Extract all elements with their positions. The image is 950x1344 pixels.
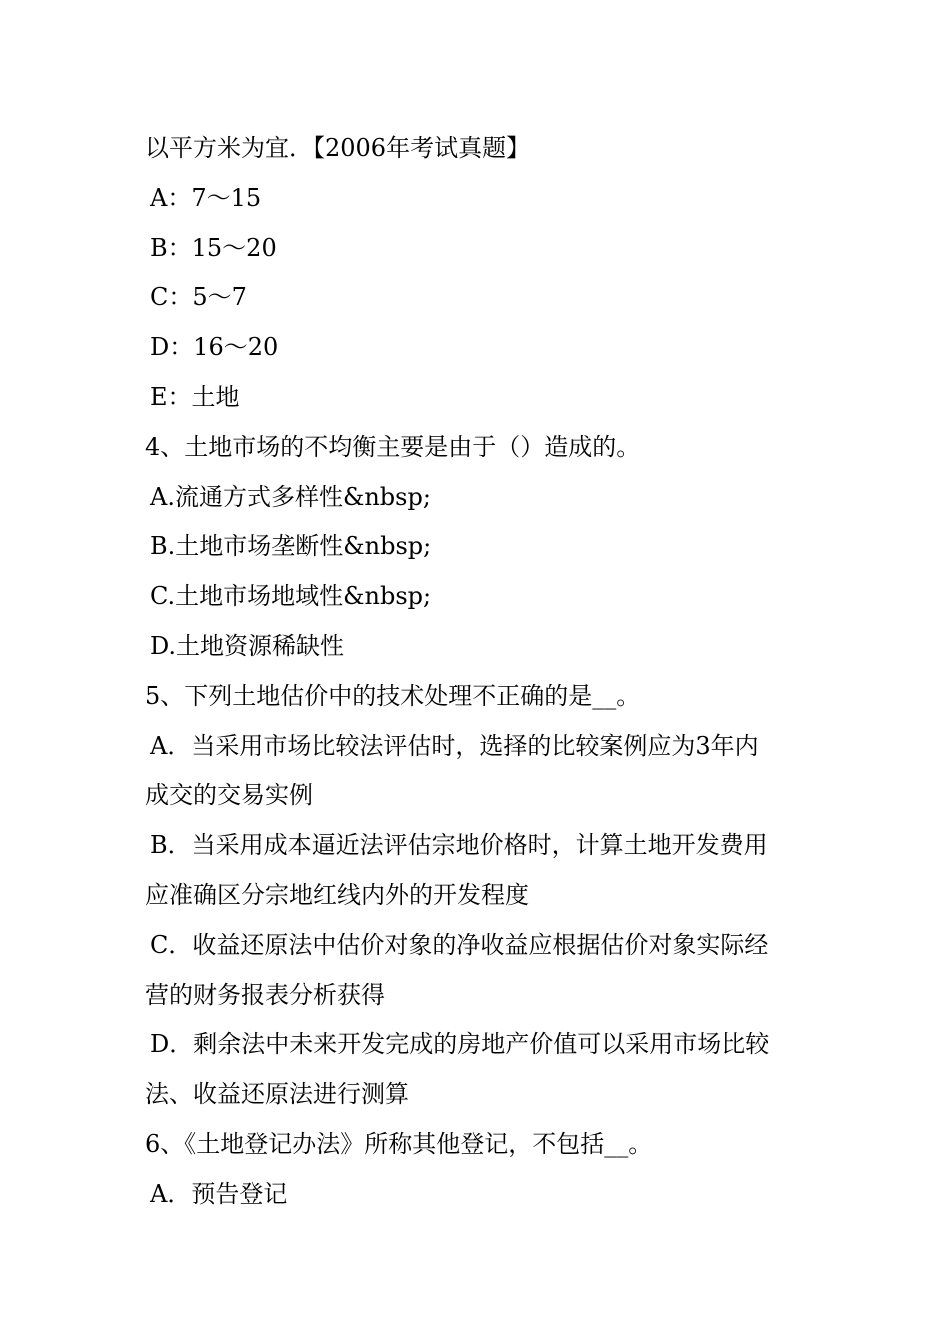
question-line: 4、土地市场的不均衡主要是由于（）造成的。 <box>145 432 641 461</box>
continuation-line: 应准确区分宗地红线内外的开发程度 <box>145 880 529 909</box>
continuation-line: 法、收益还原法进行测算 <box>145 1080 409 1109</box>
option-line: C.土地市场地域性&nbsp; <box>150 582 432 611</box>
text-line: 以平方米为宜．【2006年考试真题】 <box>145 134 531 162</box>
option-line: D：16～20 <box>150 333 279 362</box>
option-line: A．预告登记 <box>150 1179 288 1208</box>
question-line: 5、下列土地估价中的技术处理不正确的是__。 <box>145 681 641 710</box>
option-line: D．剩余法中未来开发完成的房地产价值可以采用市场比较 <box>150 1030 770 1059</box>
option-line: C．收益还原法中估价对象的净收益应根据估价对象实际经 <box>150 930 769 959</box>
option-line: E：土地 <box>150 382 240 411</box>
option-line: B．当采用成本逼近法评估宗地价格时，计算土地开发费用 <box>150 831 768 860</box>
option-line: A．当采用市场比较法评估时，选择的比较案例应为3年内 <box>150 731 759 760</box>
option-line: B.土地市场垄断性&nbsp; <box>150 532 432 561</box>
option-line: C：5～7 <box>150 283 247 312</box>
question-line: 6、《土地登记办法》所称其他登记，不包括__。 <box>145 1129 653 1158</box>
option-line: A：7～15 <box>150 183 262 212</box>
continuation-line: 成交的交易实例 <box>145 781 313 810</box>
document-body <box>145 124 815 1220</box>
option-line: A.流通方式多样性&nbsp; <box>150 482 431 511</box>
continuation-line: 营的财务报表分析获得 <box>145 980 385 1009</box>
option-line: D.土地资源稀缺性 <box>150 631 345 660</box>
option-line: B：15～20 <box>150 233 277 262</box>
